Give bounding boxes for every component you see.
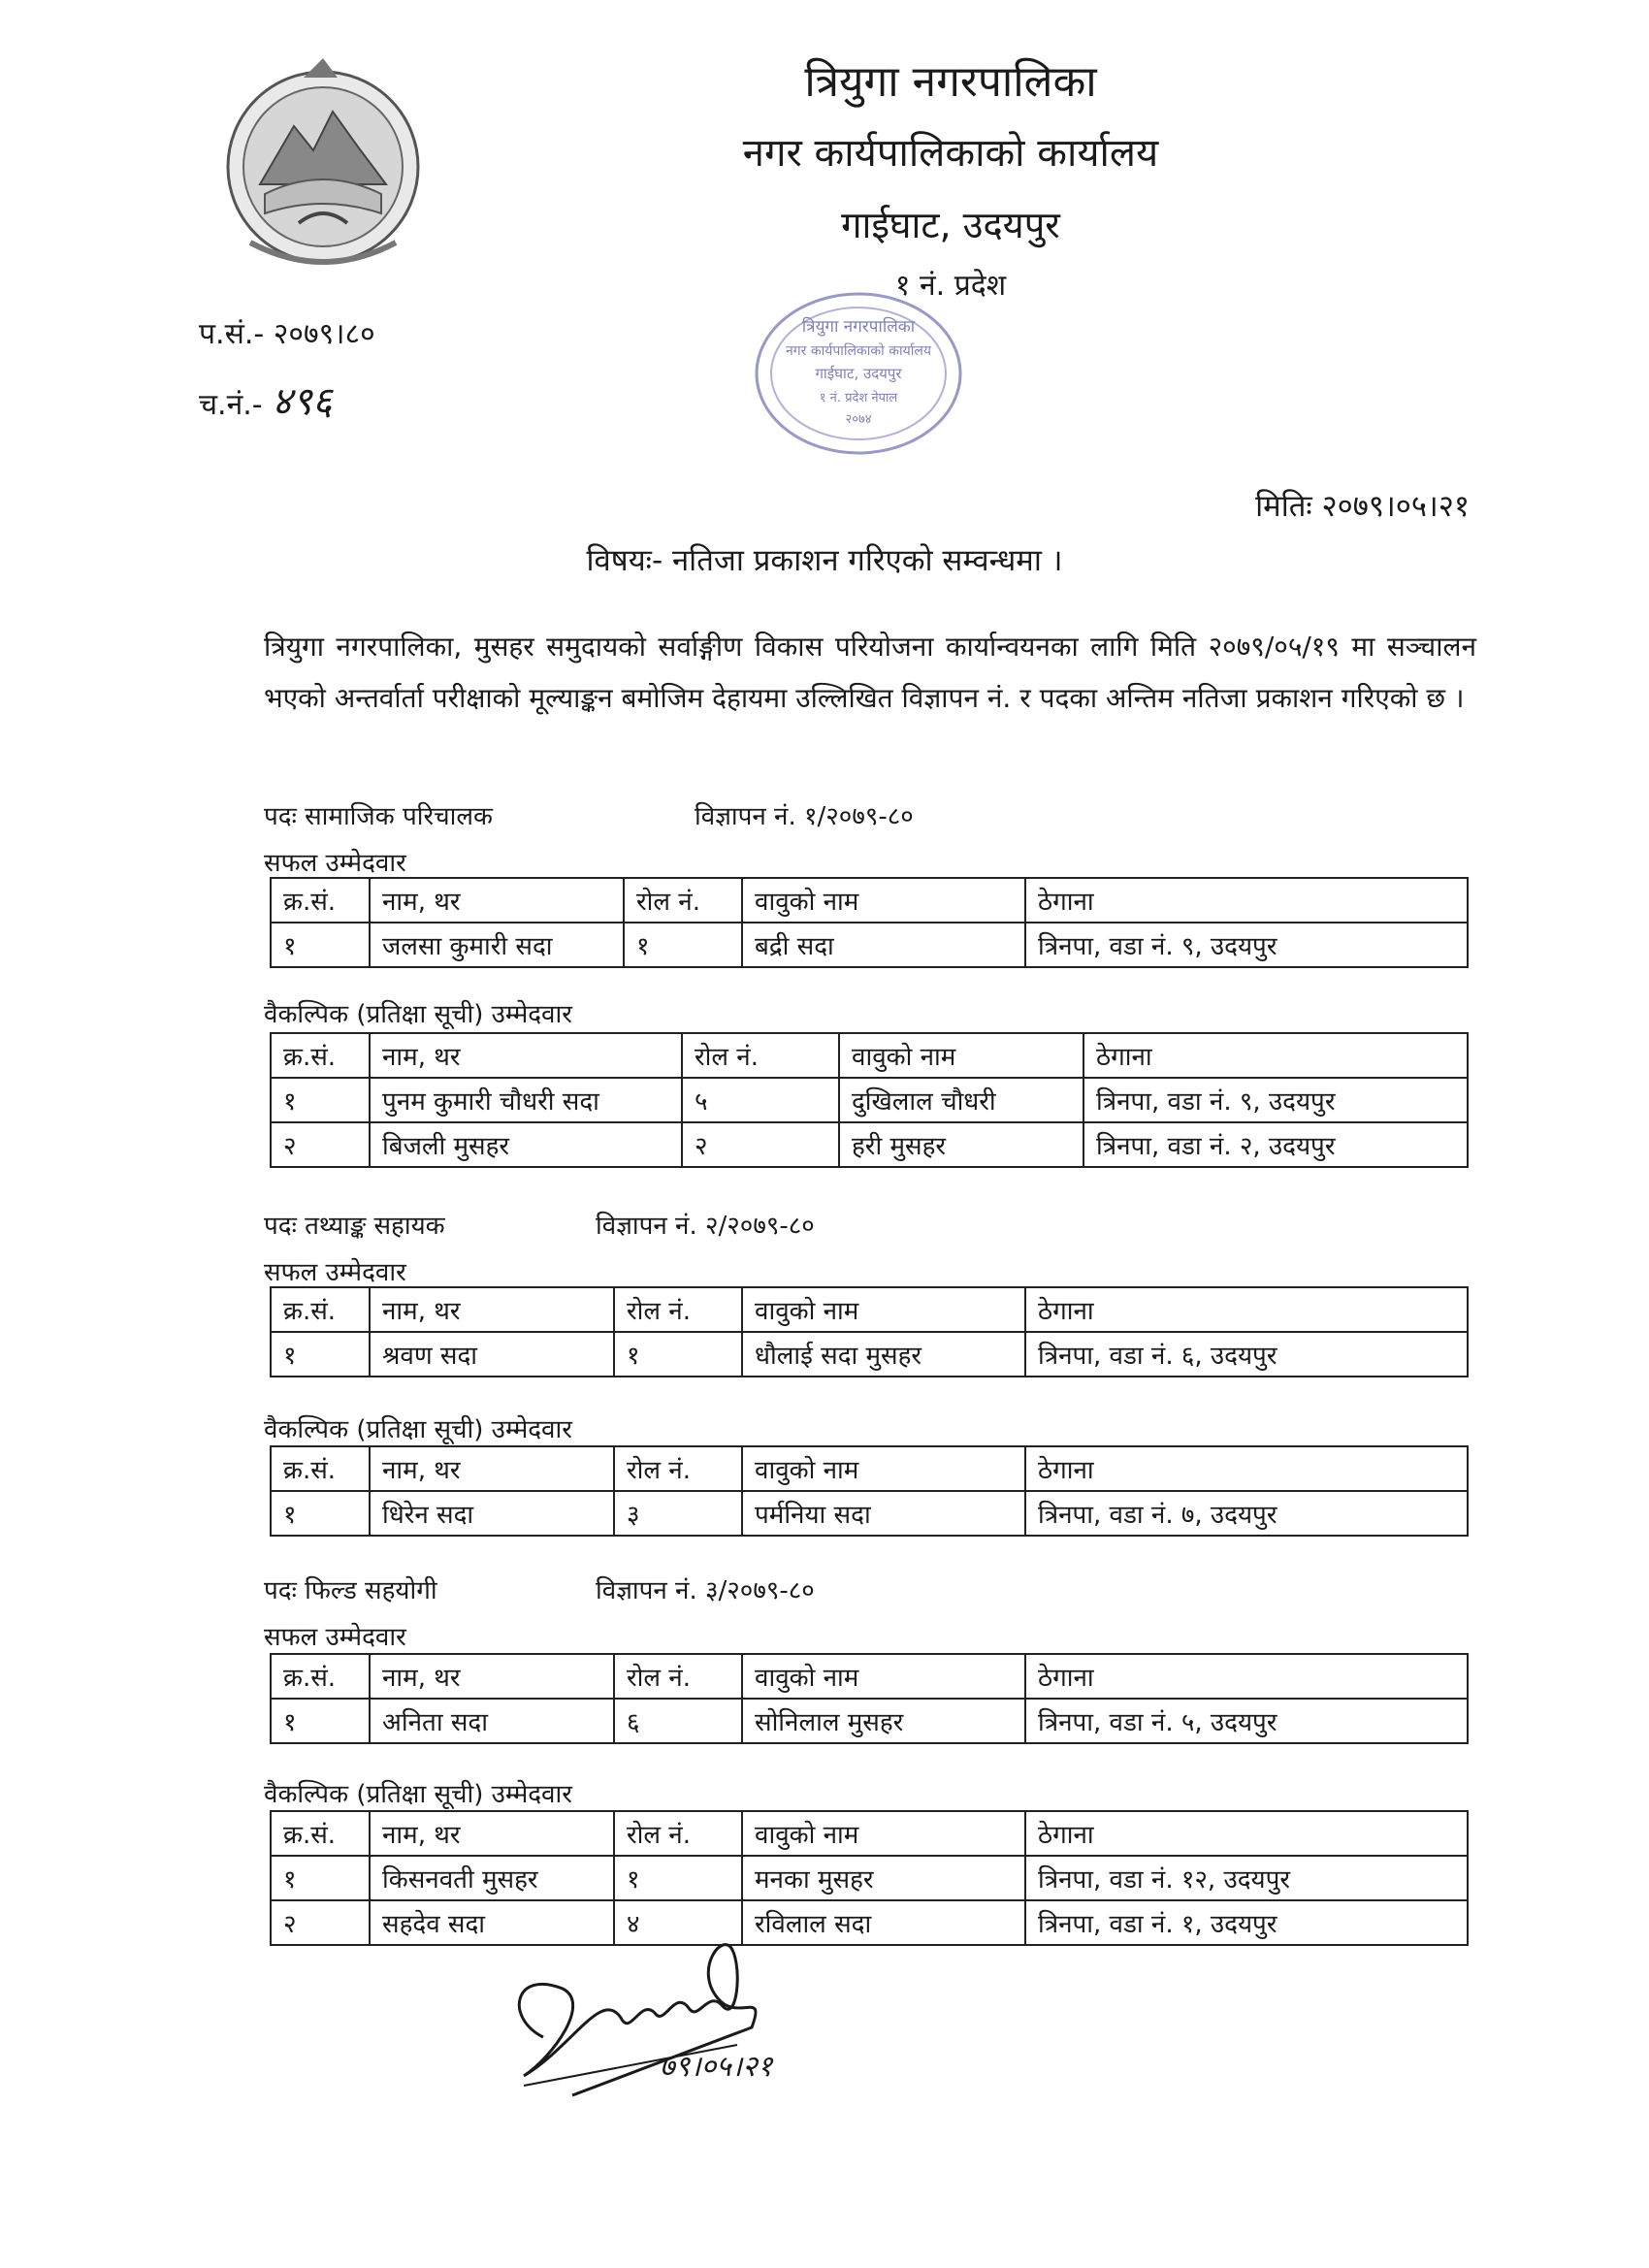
col-name: नाम, थर — [370, 1811, 614, 1856]
cell-sn: १ — [271, 1856, 370, 1900]
handwritten-signature — [485, 1930, 834, 2115]
office-location: गाईघाट, उदयपुर — [841, 204, 1060, 246]
col-roll: रोल नं. — [614, 1654, 742, 1699]
letter-body: त्रियुगा नगरपालिका, मुसहर समुदायको सर्वाङ्गीण विकास परियोजना कार्यान्वयनका लागि मिति २०७९/०५/१९ मा सञ्चालन भएको अन्तर्वार्ता परीक्षाको मूल्याङ्कन बमोजिम देहायमा उल्लिखित विज्ञापन नं. र पदका अन्तिम नतिजा प्रकाशन गरिएको छ । — [264, 631, 1476, 714]
table-header-row — [271, 1811, 1468, 1856]
col-sn: क्र.सं. — [271, 1811, 370, 1856]
col-address: ठेगाना — [1025, 1287, 1468, 1332]
cell-address: त्रिनपा, वडा नं. ५, उदयपुर — [1025, 1699, 1468, 1743]
cell-father: हरी मुसहर — [839, 1122, 1083, 1167]
cell-father: बद्री सदा — [742, 923, 1025, 967]
post-2-alternate-label: वैकल्पिक (प्रतिक्षा सूची) उम्मेदवार — [264, 1415, 572, 1444]
post-2-successful-table — [270, 1286, 1469, 1377]
col-father: वावुको नाम — [742, 1654, 1025, 1699]
col-name: नाम, थर — [370, 1654, 614, 1699]
cell-name: सहदेव सदा — [370, 1900, 614, 1945]
office-province: १ नं. प्रदेश — [894, 269, 1007, 303]
post-3-advert: विज्ञापन नं. ३/२०७९-८० — [596, 1576, 815, 1605]
table-row — [271, 1856, 1468, 1900]
cell-roll: १ — [614, 1856, 742, 1900]
table-row — [271, 1122, 1468, 1167]
cell-address: त्रिनपा, वडा नं. २, उदयपुर — [1083, 1122, 1468, 1167]
cell-address: त्रिनपा, वडा नं. १२, उदयपुर — [1025, 1856, 1468, 1900]
post-1-title: पदः सामाजिक परिचालक — [264, 802, 493, 831]
table-header-row — [271, 1287, 1468, 1332]
cell-address: त्रिनपा, वडा नं. ९, उदयपुर — [1025, 923, 1468, 967]
letter-subject: विषयः- नतिजा प्रकाशन गरिएको सम्वन्धमा । — [586, 543, 1063, 578]
cell-roll: ४ — [614, 1900, 742, 1945]
chalani-number-value: ४९६ — [272, 379, 333, 424]
col-address: ठेगाना — [1025, 878, 1468, 923]
cell-name: पुनम कुमारी चौधरी सदा — [370, 1078, 682, 1122]
cell-roll: ५ — [682, 1078, 839, 1122]
table-row — [271, 923, 1468, 967]
col-sn: क्र.सं. — [271, 1287, 370, 1332]
patra-sankhya — [199, 312, 375, 352]
cell-sn: १ — [271, 1332, 370, 1377]
col-roll: रोल नं. — [682, 1033, 839, 1078]
stamp-line2: नगर कार्यपालिकाको कार्यालय — [786, 343, 931, 359]
post-2-advert: विज्ञापन नं. २/२०७९-८० — [596, 1212, 815, 1241]
table-header-row — [271, 1654, 1468, 1699]
cell-sn: २ — [271, 1122, 370, 1167]
post-2-title: पदः तथ्याङ्क सहायक — [264, 1212, 445, 1241]
cell-name: जलसा कुमारी सदा — [370, 923, 624, 967]
cell-father: दुखिलाल चौधरी — [839, 1078, 1083, 1122]
post-3-alternate-table — [270, 1810, 1469, 1946]
col-father: वावुको नाम — [742, 1287, 1025, 1332]
col-roll: रोल नं. — [624, 878, 742, 923]
col-father: वावुको नाम — [742, 1811, 1025, 1856]
cell-name: किसनवती मुसहर — [370, 1856, 614, 1900]
col-father: वावुको नाम — [839, 1033, 1083, 1078]
cell-name: श्रवण सदा — [370, 1332, 614, 1377]
post-3-title: पदः फिल्ड सहयोगी — [264, 1576, 437, 1605]
chalani-number-label: च.नं.- — [199, 388, 263, 422]
col-father: वावुको नाम — [742, 878, 1025, 923]
cell-father: सोनिलाल मुसहर — [742, 1699, 1025, 1743]
cell-name: बिजली मुसहर — [370, 1122, 682, 1167]
cell-father: धौलाई सदा मुसहर — [742, 1332, 1025, 1377]
stamp-line4: १ नं. प्रदेश नेपाल — [819, 391, 898, 405]
patra-sankhya-label: प.सं.- — [199, 317, 265, 351]
table-header-row — [271, 1446, 1468, 1491]
table-row — [271, 1699, 1468, 1743]
col-sn: क्र.सं. — [271, 878, 370, 923]
cell-roll: ३ — [614, 1491, 742, 1536]
cell-address: त्रिनपा, वडा नं. ६, उदयपुर — [1025, 1332, 1468, 1377]
post-1-successful-label: सफल उम्मेदवार — [264, 849, 406, 878]
col-name: नाम, थर — [370, 1446, 614, 1491]
col-address: ठेगाना — [1025, 1446, 1468, 1491]
col-name: नाम, थर — [370, 1287, 614, 1332]
post-2-alternate-table — [270, 1445, 1469, 1537]
cell-sn: १ — [271, 1699, 370, 1743]
post-3-successful-label: सफल उम्मेदवार — [264, 1623, 406, 1652]
table-row — [271, 1491, 1468, 1536]
post-1-advert: विज्ञापन नं. १/२०७९-८० — [695, 802, 914, 831]
cell-name: धिरेन सदा — [370, 1491, 614, 1536]
col-roll: रोल नं. — [614, 1446, 742, 1491]
cell-roll: १ — [624, 923, 742, 967]
col-roll: रोल नं. — [614, 1811, 742, 1856]
office-stamp — [747, 281, 970, 466]
stamp-line5: २०७४ — [845, 412, 872, 427]
cell-address: त्रिनपा, वडा नं. १, उदयपुर — [1025, 1900, 1468, 1945]
cell-father: पर्मनिया सदा — [742, 1491, 1025, 1536]
cell-father: रविलाल सदा — [742, 1900, 1025, 1945]
cell-roll: २ — [682, 1122, 839, 1167]
cell-sn: १ — [271, 1078, 370, 1122]
table-row — [271, 1078, 1468, 1122]
col-address: ठेगाना — [1025, 1654, 1468, 1699]
cell-father: मनका मुसहर — [742, 1856, 1025, 1900]
col-sn: क्र.सं. — [271, 1446, 370, 1491]
office-subtitle: नगर कार्यपालिकाको कार्यालय — [742, 131, 1159, 176]
letter-date: मितिः २०७९।०५।२१ — [1255, 489, 1470, 524]
post-1-alternate-label: वैकल्पिक (प्रतिक्षा सूची) उम्मेदवार — [264, 1000, 572, 1029]
post-1-alternate-table — [270, 1032, 1469, 1168]
col-sn: क्र.सं. — [271, 1654, 370, 1699]
col-father: वावुको नाम — [742, 1446, 1025, 1491]
cell-roll: ६ — [614, 1699, 742, 1743]
col-name: नाम, थर — [370, 878, 624, 923]
patra-sankhya-value: २०७९।८० — [273, 317, 375, 351]
stamp-line3: गाईघाट, उदयपुर — [815, 365, 902, 382]
table-row — [271, 1332, 1468, 1377]
col-address: ठेगाना — [1083, 1033, 1468, 1078]
col-address: ठेगाना — [1025, 1811, 1468, 1856]
col-name: नाम, थर — [370, 1033, 682, 1078]
post-2-successful-label: सफल उम्मेदवार — [264, 1258, 406, 1287]
cell-sn: १ — [271, 923, 370, 967]
stamp-line1: त्रियुगा नगरपालिका — [801, 317, 916, 337]
cell-name: अनिता सदा — [370, 1699, 614, 1743]
table-row — [271, 1900, 1468, 1945]
cell-sn: २ — [271, 1900, 370, 1945]
table-header-row — [271, 1033, 1468, 1078]
cell-address: त्रिनपा, वडा नं. ७, उदयपुर — [1025, 1491, 1468, 1536]
col-sn: क्र.सं. — [271, 1033, 370, 1078]
post-3-alternate-label: वैकल्पिक (प्रतिक्षा सूची) उम्मेदवार — [264, 1780, 572, 1809]
cell-sn: १ — [271, 1491, 370, 1536]
table-header-row — [271, 878, 1468, 923]
signature-date: ७९।०५।२१ — [660, 2050, 773, 2084]
office-name: त्रियुगा नगरपालिका — [804, 57, 1097, 107]
post-3-successful-table — [270, 1653, 1469, 1744]
cell-address: त्रिनपा, वडा नं. ९, उदयपुर — [1083, 1078, 1468, 1122]
col-roll: रोल नं. — [614, 1287, 742, 1332]
post-1-successful-table — [270, 877, 1469, 968]
chalani-number — [199, 373, 333, 426]
cell-roll: १ — [614, 1332, 742, 1377]
